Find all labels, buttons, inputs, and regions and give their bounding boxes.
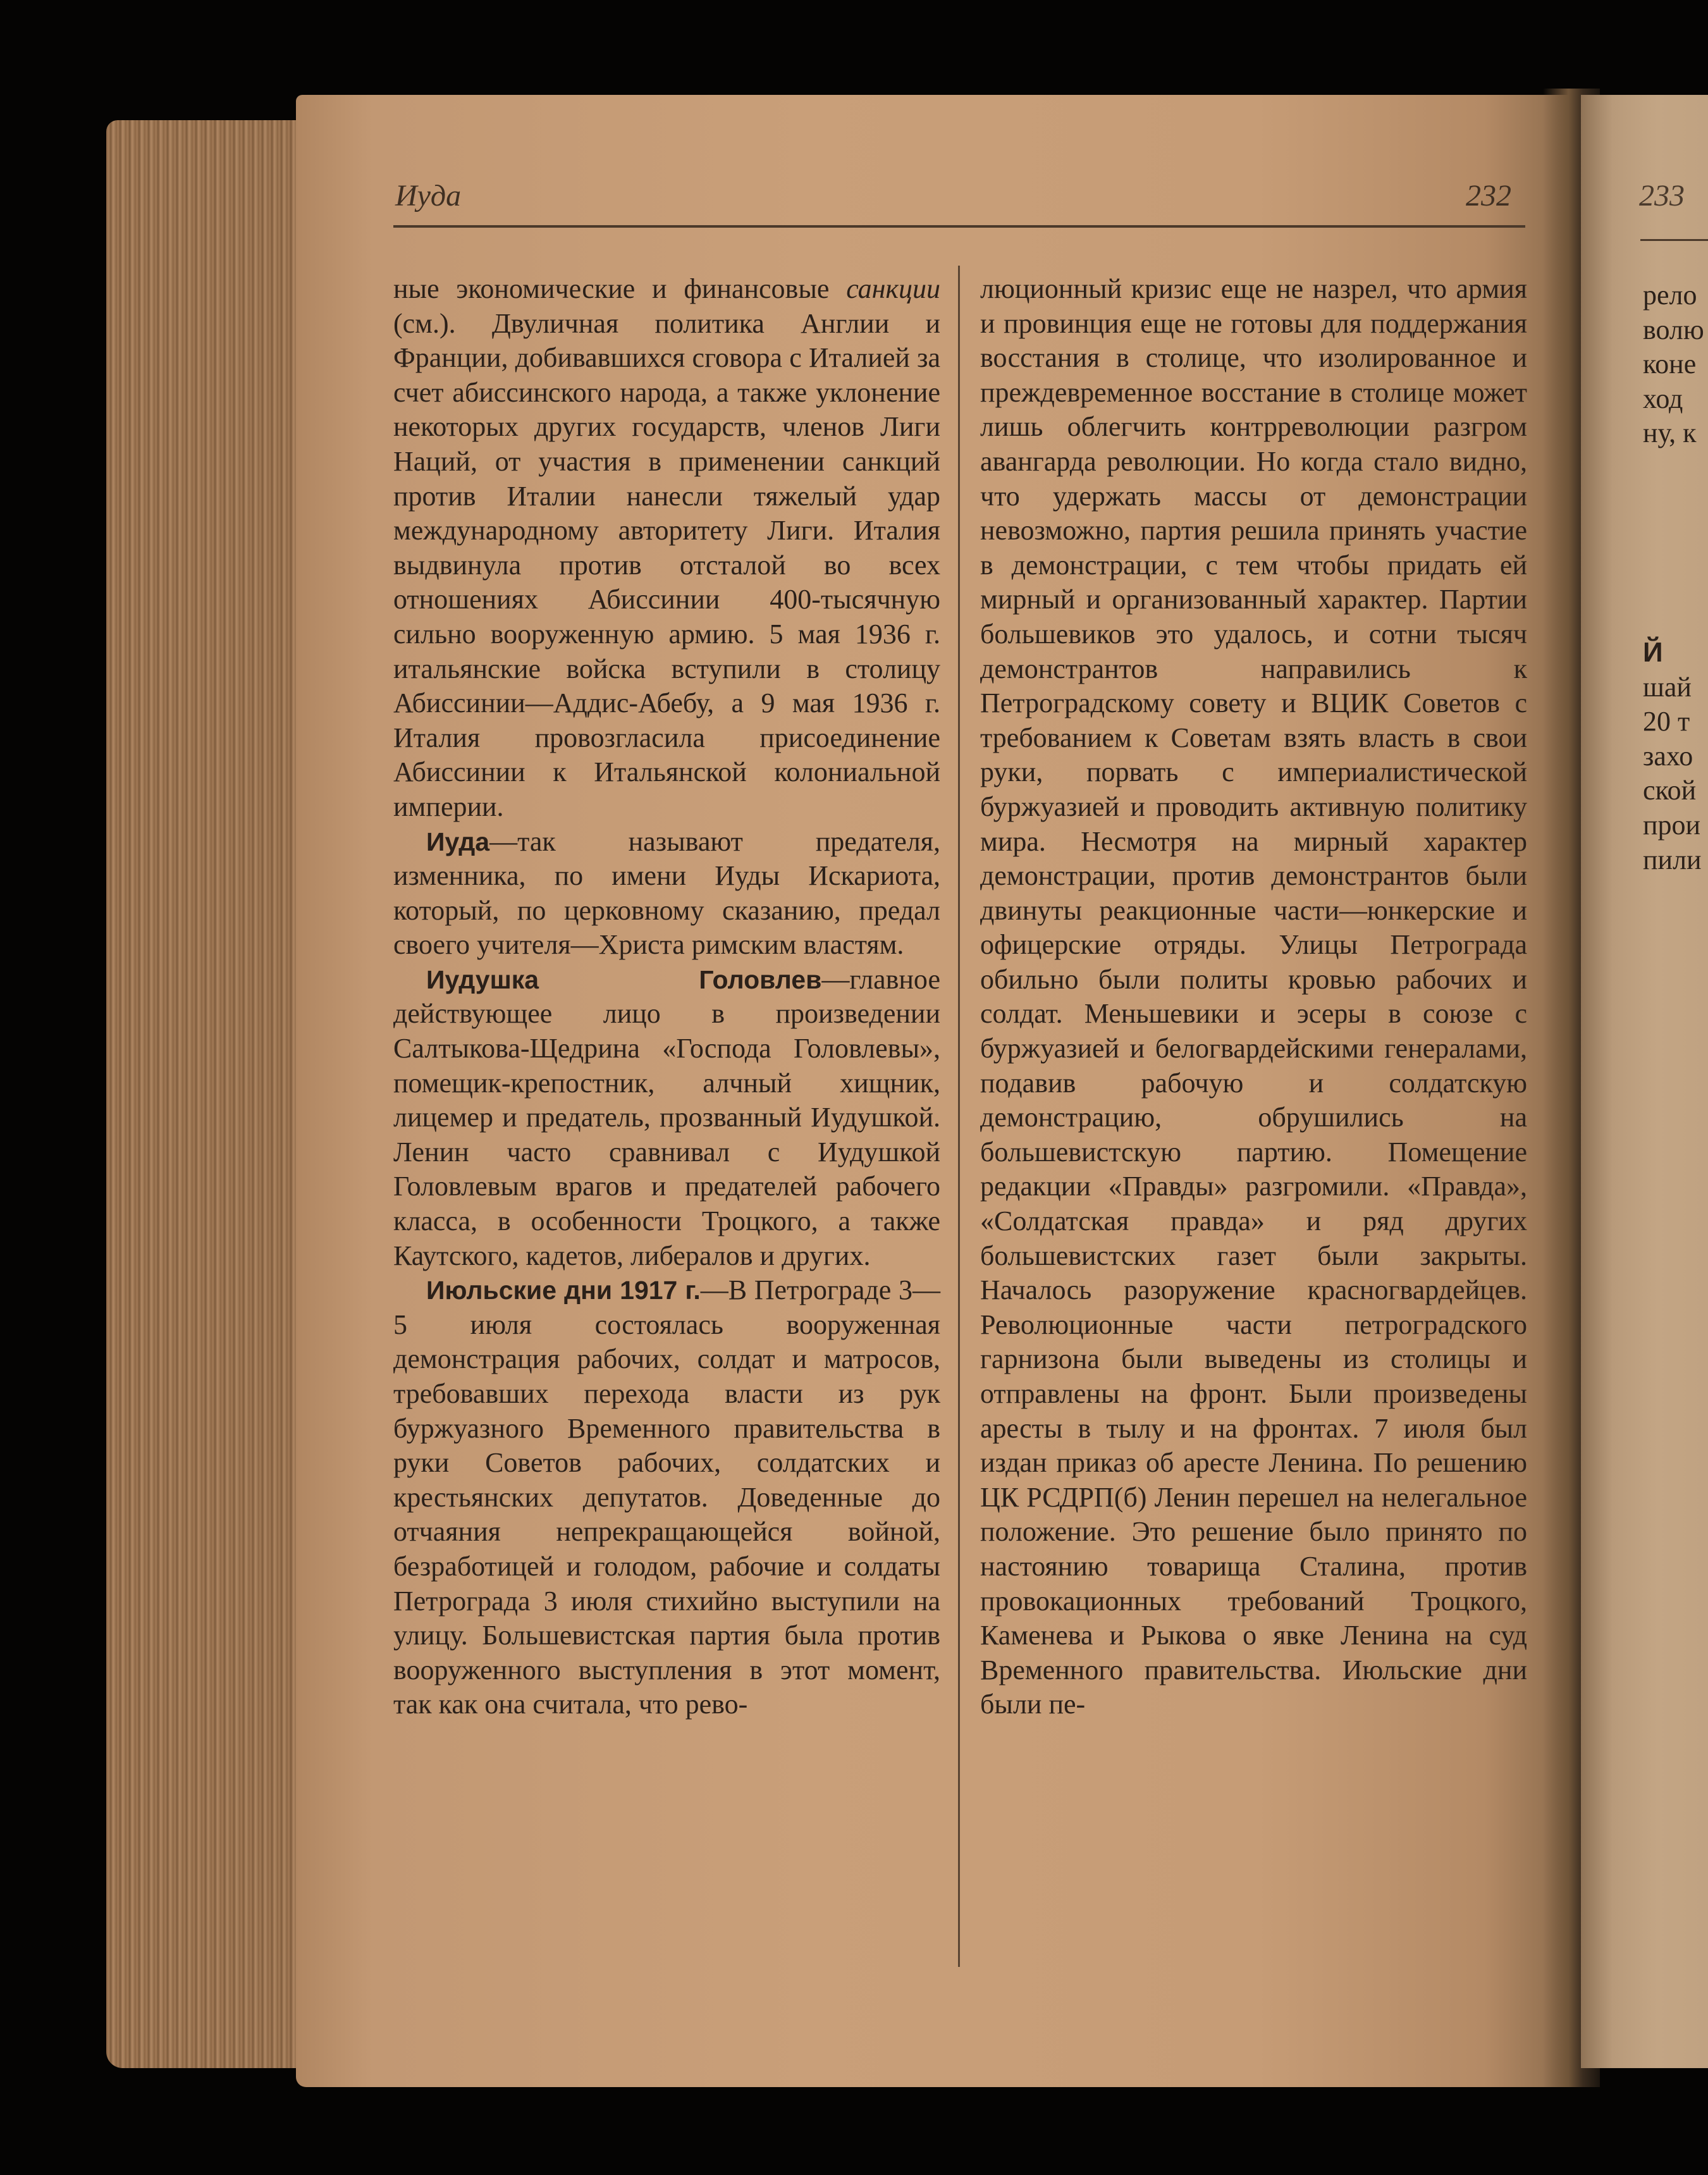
paragraph (393, 272, 940, 825)
entry-term: Иудушка Головлев (426, 964, 822, 994)
fragment-line: ну, к (1643, 417, 1697, 449)
fragment-line: Й (1643, 637, 1663, 668)
fragment-line: волю (1643, 314, 1704, 345)
italic-term: санкции (846, 273, 940, 304)
fragment-line: шай (1643, 671, 1692, 703)
right-header-rule (1640, 239, 1708, 241)
fragment-line: прои (1643, 809, 1701, 841)
paragraph (980, 272, 1527, 1722)
entry-term: Июльские дни 1917 г. (426, 1276, 701, 1305)
fragment-line: захо (1643, 740, 1693, 772)
page-edges (106, 120, 315, 2068)
right-page-number: 233 (1639, 179, 1685, 213)
fragment-line: пили (1643, 844, 1702, 875)
column-divider (958, 266, 960, 1967)
left-page-number: 232 (1466, 179, 1511, 213)
header-rule (393, 225, 1525, 228)
text-column-right (980, 272, 1527, 1722)
right-page-fragment-top (1643, 278, 1708, 451)
fragment-line: ской (1643, 775, 1697, 806)
fragment-line: рело (1643, 280, 1697, 311)
text-column-left (393, 272, 940, 1722)
paragraph-text: —В Петрограде 3—5 июля состоялась вооруженная демонстрация рабочих, солдат и матросов, требовавших перехода власти из рук буржуазного Временного правительства в руки Советов рабочих, солдатских и крестьянских депутатов. Доведенные до отчаяния непрекращающейся войной, безработицей и голодом, рабочие и солдаты Петрограда 3 июля стихийно выступили на улицу. Большевистская партия была против вооруженного выступления в этот момент, так как она считала, что рево- (393, 1274, 940, 1720)
paragraph-text: —главное действующее лицо в произведении Салтыкова-Щедрина «Господа Головлевы», помещик-крепостник, алчный хищник, лицемер и предатель, прозванный Иудушкой. Ленин часто сравнивал с Иудушкой Головлевым врагов и предателей рабочего класса, в особенности Троцкого, а также Каутского, кадетов, либералов и других. (393, 963, 940, 1271)
fragment-line: ход (1643, 383, 1683, 414)
paragraph-text: ные экономические и финансовые (393, 273, 847, 304)
paragraph-text: (см.). Двуличная политика Англии и Франции, добивавшихся сговора с Италией за счет абиссинского народа, а также уклонение некоторых других государств, членов Лиги Наций, от участия в применении санкций против Италии нанесли тяжелый удар международному авторитету Лиги. Италия выдвинула против отсталой во всех отношениях Абиссинии 400-тысячную сильно вооруженную армию. 5 мая 1936 г. итальянские войска вступили в столицу Абиссинии—Аддис-Абебу, а 9 мая 1936 г. Италия провозгласила присоединение Абиссинии к Итальянской колониальной империи. (393, 307, 940, 822)
paragraph (393, 963, 940, 1273)
fragment-line: 20 т (1643, 706, 1690, 737)
running-head-title: Иуда (395, 179, 462, 213)
paragraph (393, 1273, 940, 1722)
fragment-line: коне (1643, 348, 1697, 380)
entry-term: Иуда (426, 827, 490, 856)
right-page-fragment-bottom (1643, 636, 1708, 877)
paragraph-text: люционный кризис еще не назрел, что армия и провинция еще не готовы для поддержания восстания в столице, что изолированное и преждевременное восстание в столице может лишь облегчить контрреволюции разгром авангарда революции. Но когда стало видно, что удержать массы от демонстрации невозможно, партия решила принять участие в демонстрации, с тем чтобы придать ей мирный и организованный характер. Партии большевиков это удалось, и сотни тысяч демонстрантов направились к Петроградскому совету и ВЦИК Советов с требованием к Советам взять власть в свои руки, порвать с империалистической буржуазией и проводить активную политику мира. Несмотря на мирный характер демонстрации, против демонстрантов были двинуты реакционные части—юнкерские и офицерские отряды. Улицы Петрограда обильно были политы кровью рабочих и солдат. Меньшевики и эсеры в союзе с буржуазией и белогвардейскими генералами, подавив рабочую и солдатскую демонстрацию, обрушились на большевистскую партию. Помещение редакции «Правды» разгромили. «Правда», «Солдатская правда» и ряд других большевистских газет были закрыты. Началось разоружение красногвардейцев. Революционные части петроградского гарнизона были выведены из столицы и отправлены на фронт. Были произведены аресты в тылу и на фронтах. 7 июля был издан приказ об аресте Ленина. По решению ЦК РСДРП(б) Ленин перешел на нелегальное положение. Это решение было принято по настоянию товарища Сталина, против провокационных требований Троцкого, Каменева и Рыкова о явке Ленина на суд Временного правительства. Июльские дни были пе- (980, 273, 1527, 1720)
paragraph-text: —так называют предателя, изменника, по имени Иуды Искариота, который, по церковному сказанию, предал своего учителя—Христа римским властям. (393, 825, 940, 961)
paragraph (393, 825, 940, 963)
